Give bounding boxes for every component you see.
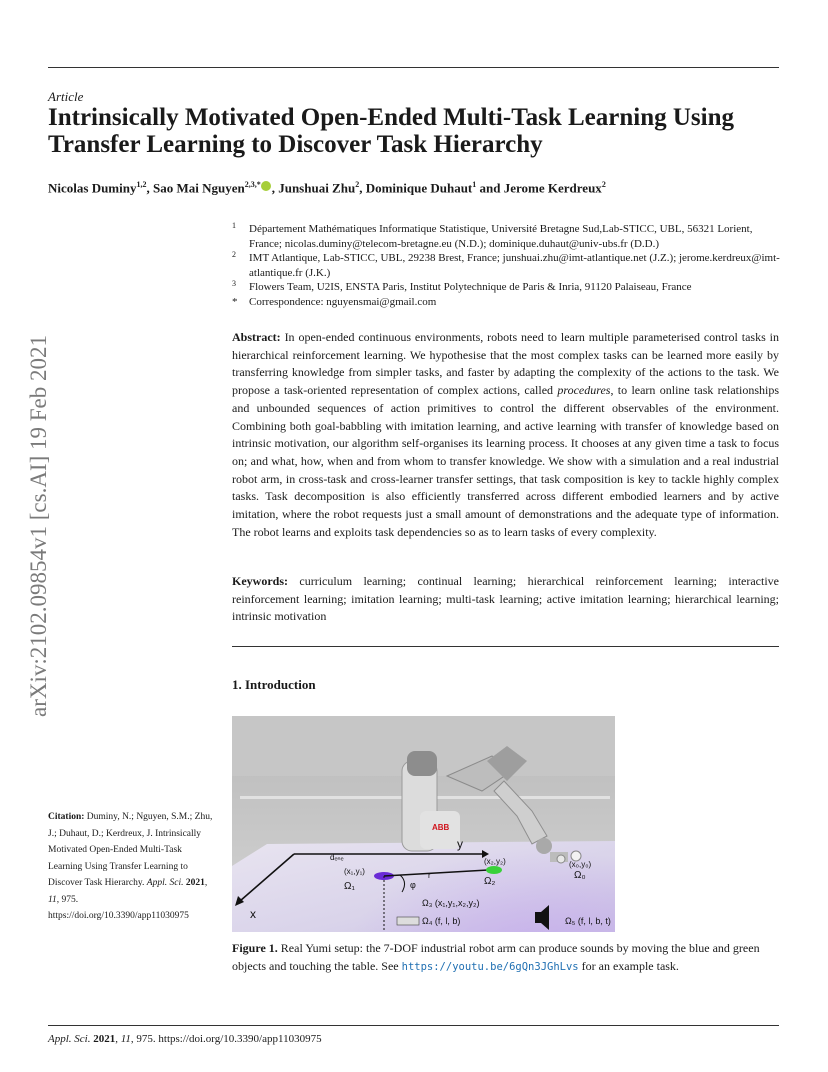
piano-icon (397, 917, 419, 925)
fig-point2: (x₂,y₂) (484, 857, 506, 866)
top-rule (48, 67, 779, 68)
abstract: Abstract: In open-ended continuous environments, robots need to learn multiple parameterised control tasks in hierarchical reinforcement learning. We hypothesise that the most complex tasks can be learned more easily by transferring knowledge from simpler tasks, and faster by adapting the complexity of the actions to the task. We propose a task-oriented representation of complex actions, called procedures, to learn online task relationships and unbounded sequences of action primitives to control the different observables of the environment. Combining both goal-babbling with imitation learning, and active learning with transfer of knowledge based on intrinsic motivation, our algorithm self-organises its learning process. It chooses at any given time a task to focus on; and what, how, when and from whom to transfer knowledge. We show with a simulation and a real industrial robot arm, in cross-task and cross-learner transfer settings, that task composition is key to tackle highly complex tasks. Task decomposition is also efficiently transferred across different embodied learners and by active imitation, where the robot requests just a small amount of demonstrations and the adequate type of information. The robot learns and exploits task dependencies so as to learn tasks of every complexity. (232, 330, 779, 539)
author-affil: 1 (472, 180, 477, 189)
author-affil: 1,2 (136, 180, 147, 189)
correspondence: * Correspondence: nguyensmai@gmail.com (232, 295, 437, 308)
article-type: Article (48, 89, 84, 104)
section-heading: 1. Introduction (232, 677, 316, 692)
author: Sao Mai Nguyen (152, 180, 245, 196)
fig-omega1: Ω₁ (344, 881, 355, 892)
abstract-label: Abstract: (232, 330, 281, 344)
page-footer: Appl. Sci. 2021, 11, 975. https://doi.org/10.3390/app11030975 (48, 1033, 322, 1045)
author-affil: 2 (355, 180, 360, 189)
keywords: Keywords: curriculum learning; continual learning; hierarchical reinforcement learning; interactive reinforcement learning; imitation learning; multi-task learning; active imitation learning; hierarchical learning; intrinsic motivation (232, 574, 779, 624)
fig-ddiff: dₑₙₑ (330, 853, 344, 862)
affiliation: 2 IMT Atlantique, Lab-STICC, UBL, 29238 Brest, France; junshuai.zhu@imt-atlantique.net (J.Z.); jerome.kerdreux@imt-atlantique.fr (J.K.) (232, 250, 780, 279)
paper-title: Intrinsically Motivated Open-Ended Multi-Task Learning Using Transfer Learning to Discover Task Hierarchy (48, 104, 734, 158)
fig-r: r (428, 871, 431, 880)
author: Jerome Kerdreux (503, 180, 602, 196)
author-affil: 2,3,* (244, 180, 261, 189)
fig-axis-y: y (457, 837, 463, 851)
footer-rule (48, 1025, 779, 1026)
fig-omega2: Ω₂ (484, 876, 496, 887)
citation-box: Citation: Duminy, N.; Nguyen, S.M.; Zhu, J.; Duhaut, D.; Kerdreux, J. Intrinsically Motivated Open-Ended Multi-Task Learning Using Transfer Learning to Discover Task Hierarchy. Appl. Sci. 2021, 11, 975. https://doi.org/10.3390/app11030975 (48, 812, 213, 921)
fig-omega3: Ω₃ (x₁,y₁,x₂,y₂) (422, 898, 480, 908)
author: Nicolas Duminy (48, 180, 137, 196)
author: Dominique Duhaut (365, 180, 473, 196)
fig-point1: (x₁,y₁) (344, 867, 365, 876)
affiliation: 1 Département Mathématiques Informatique Statistique, Université Bretagne Sud,Lab-STICC, UBL, 56321 Lorient, France; nicolas.duminy@telecom-bretagne.eu (N.D.); dominique.duhaut@univ-ubs.fr (D.D.) (232, 221, 753, 250)
fig-omega5: Ω₅ (f, l, b, t) (565, 916, 611, 926)
figure-photo (232, 716, 615, 932)
fig-omega0: Ω₀ (574, 870, 586, 881)
fig-axis-x: x (250, 907, 256, 921)
affiliations (232, 222, 782, 310)
affiliation: 3 Flowers Team, U2IS, ENSTA Paris, Institut Polytechnique de Paris & Inria, 91120 Palaiseau, France (232, 279, 692, 294)
keywords-label: Keywords: (232, 574, 288, 588)
fig-omega4: Ω₄ (f, l, b) (422, 916, 461, 926)
fig-abb-logo: ABB (432, 823, 450, 832)
section-rule (232, 646, 779, 647)
video-link[interactable]: https://youtu.be/6gQn3JGhLvs (401, 960, 579, 973)
figure-caption: Figure 1. Real Yumi setup: the 7-DOF industrial robot arm can produce sounds by moving the blue and green objects and touching the table. See https://youtu.be/6gQn3JGhLvs for an example task. (232, 941, 760, 973)
citation-doi[interactable]: https://doi.org/10.3390/app11030975 (48, 911, 189, 921)
fig-point0: (x₀,y₀) (569, 860, 592, 869)
author-list: Nicolas Duminy$^{1,2}$, Sao Mai Nguyen$^{2,3,*}$ , Junshuai Zhu$^2$, Dominique Duhaut$^1$ and Jerome Kerdreux$^2$ (48, 180, 606, 196)
author-affil: 2 (601, 180, 606, 189)
author: Junshuai Zhu (278, 180, 356, 196)
orcid-icon[interactable] (261, 181, 271, 191)
fig-phi: φ (410, 880, 416, 890)
